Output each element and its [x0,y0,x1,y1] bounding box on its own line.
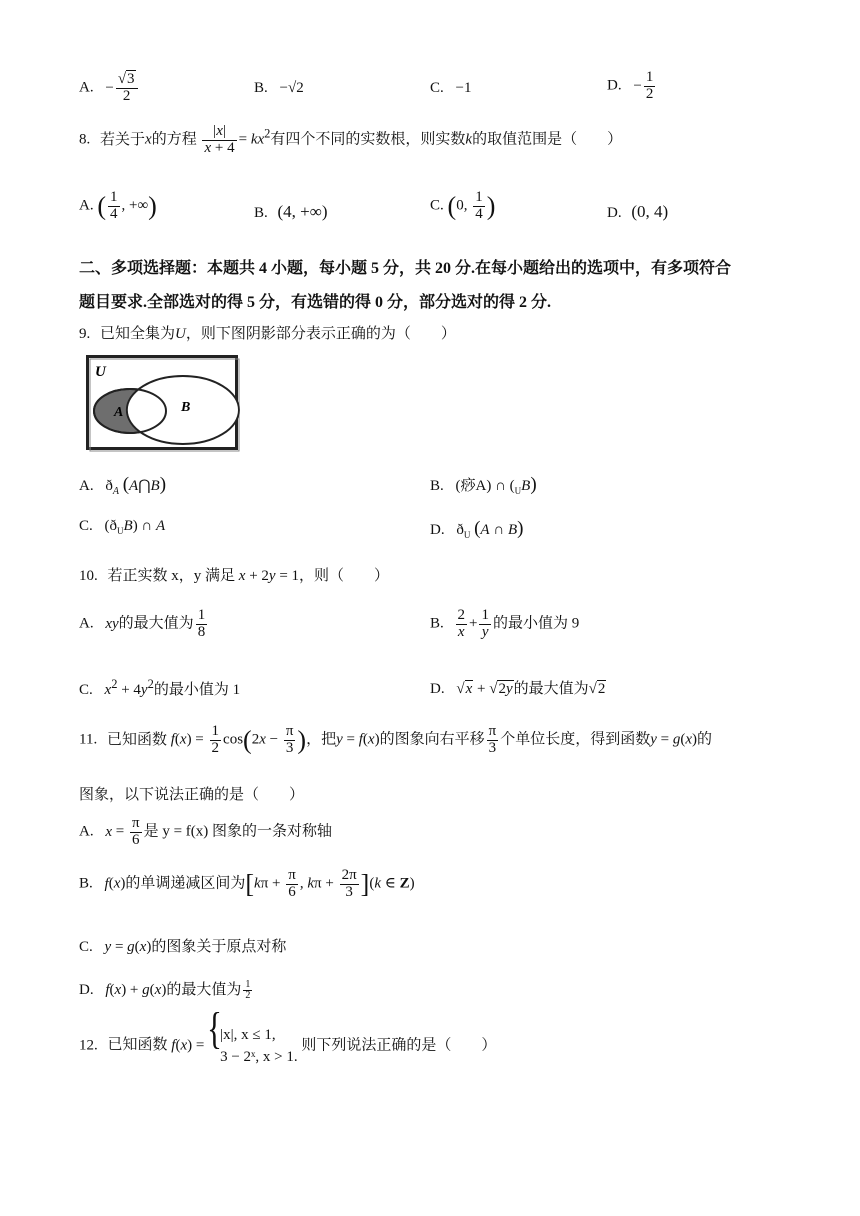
question-text: 已知全集为 [100,326,176,342]
q12-stem: 12. 已知函数 f(x) = { |x|, x ≤ 1, 3 − 2ˣ, x > 1. 则下列说法正确的是（ ） [79,1024,496,1068]
option-label: B. [79,875,93,892]
option-label: A. [79,478,94,494]
question-text: 则下列说法正确的是（ ） [301,1037,497,1054]
option-label: A. [79,79,94,96]
q11-option-a: A. x = $\frac{\pi}{6}$ 是 y = f(x) 图象的一条对称轴 [79,815,333,848]
option-text: (0, 4) [631,202,669,221]
piecewise-case-1: { |x|, x ≤ 1, [220,1027,276,1043]
question-text: ，则（ ） [299,568,390,584]
option-text: 的最大值为 [513,681,589,697]
q9-stem: 9. 已知全集为U，则下图阴影部分表示正确的为（ ） [79,326,456,342]
option-label: C. [79,518,93,534]
option-label: D. [607,77,622,94]
question-number: 11. [79,731,98,748]
question-text: 个单位长度，得到函数 [500,731,651,748]
option-text: (4, +∞) [277,202,328,221]
option-label: D. [430,681,445,697]
option-label: A. [79,823,94,840]
question-number: 10. [79,568,98,584]
option-text: 是 y = f(x) 图象的一条对称轴 [143,823,333,840]
q11-stem: 11. 已知函数 f(x) = $\frac{1}{2}$ cos(2x − $\frac{\pi}{3}$ )，把y = f(x)的图象向右平移 $\frac{\pi}{3}$ 个单位长度，得到函数y = g(x)的 [79,723,713,756]
q8-option-d [607,202,668,222]
option-label: C. [430,197,444,214]
section-heading: 二、多项选择题：本题共 4 小题，每小题 5 分，共 20 分.在每小题给出的选项中，有多项符合 [79,260,732,277]
question-text: 的取值范围是（ ） [472,131,623,148]
option-text: −√2 [279,80,304,96]
option-text: 的单调递减区间为 [125,875,246,892]
q8-option-a: A. ( $\frac{1}{4}$ , +∞) [79,189,157,222]
q9-option-b: B. (痧A) ∩ $(_UB)$ [430,474,537,496]
q11-option-d: D. f(x) + g(x)的最大值为 $\frac{1}{2}$ [79,978,251,1002]
question-number: 12. [79,1037,98,1054]
q10-option-a: A. xy的最大值为 $\frac{1}{8}$ [79,607,206,640]
question-text: 的 [697,731,713,748]
venn-label-u: U [95,364,106,380]
q7-option-a: A. − $\frac{√3}{2}$ [79,72,140,105]
q8-option-b [254,202,328,222]
q11-option-b: B. f(x)的单调递减区间为[kπ + $\frac{\pi}{6}$ , kπ + $\frac{2\pi}{3}$ ](k ∈ Z) [79,867,415,900]
question-text: 的方程 [151,131,197,148]
option-label: D. [607,205,622,221]
question-text: 若关于 [100,131,146,148]
option-text: 的最小值为 1 [153,682,241,698]
option-text: 的最小值为 9 [492,615,580,632]
option-text: (痧A) ∩ ( [455,478,515,494]
q10-option-d: D. √x + √2y的最大值为√2 [430,681,606,697]
option-text: 的图象关于原点对称 [151,939,287,955]
option-label: C. [79,939,93,955]
q9-option-d: D. $ð_U$ (A ∩ B) [430,518,524,540]
venn-label-a: A [114,405,124,420]
option-text: −1 [455,80,472,96]
q10-option-c: C. $x^2 + 4y^2$的最小值为 1 [79,677,241,698]
piecewise-cases [208,1024,298,1068]
option-label: B. [430,615,444,632]
q11-stem-line2: 图象，以下说法正确的是（ ） [79,787,305,803]
venn-label-b: B [181,400,191,415]
option-label: B. [254,205,268,221]
q9-option-c: C. $(ð_UB)$ ∩ A [79,518,166,536]
q10-option-b: B. $\frac{2}{x}$ + $\frac{1}{y}$ 的最小值为 9 [430,607,580,640]
q7-option-d: D. − $\frac{1}{2}$ [607,69,654,102]
question-text: ，把 [306,731,337,748]
option-label: C. [79,682,93,698]
option-label: A. [79,197,94,214]
question-text: 的图象向右平移 [379,731,485,748]
option-label: D. [430,522,445,538]
option-text: 的最大值为 [118,615,194,632]
question-text: 已知函数 [106,731,167,748]
q8-stem: 8. 若关于x的方程 $\frac{|x|}{x + 4}$ = $kx^2$有四个不同的实数根，则实数k的取值范围是（ ） [79,123,623,156]
q10-stem: 10. 若正实数 x，y 满足 x + 2y = 1，则（ ） [79,568,390,584]
venn-svg [86,355,240,452]
option-label: D. [79,982,94,998]
option-label: B. [430,478,444,494]
q7-option-c [430,80,471,97]
question-text: 有四个不同的实数根，则实数 [270,131,466,148]
question-number: 9. [79,326,91,342]
question-number: 8. [79,131,91,148]
option-label: A. [79,615,94,632]
q7-option-b [254,80,304,97]
option-text: ð [105,478,113,494]
option-text: (ð [104,518,118,534]
section-heading: 题目要求.全部选对的得 5 分，有选错的得 0 分，部分选对的得 2 分. [79,294,552,311]
option-label: B. [254,80,268,96]
question-text: ，则下图阴影部分表示正确的为（ ） [185,326,456,342]
option-label: C. [430,80,444,96]
option-text: ð [456,522,464,538]
question-text: 若正实数 x，y 满足 [107,568,236,584]
option-text: 的最大值为 [166,982,242,998]
q11-option-c: C. y = g(x)的图象关于原点对称 [79,939,287,955]
venn-diagram [86,355,240,457]
q8-option-c: C. (0, $\frac{1}{4}$ ) [430,189,496,222]
piecewise-case-2: 3 − 2ˣ, x > 1. [220,1049,298,1065]
q9-option-a: A. $ð_A$ (A⋂B) [79,474,167,497]
question-text: 已知函数 [107,1037,168,1054]
